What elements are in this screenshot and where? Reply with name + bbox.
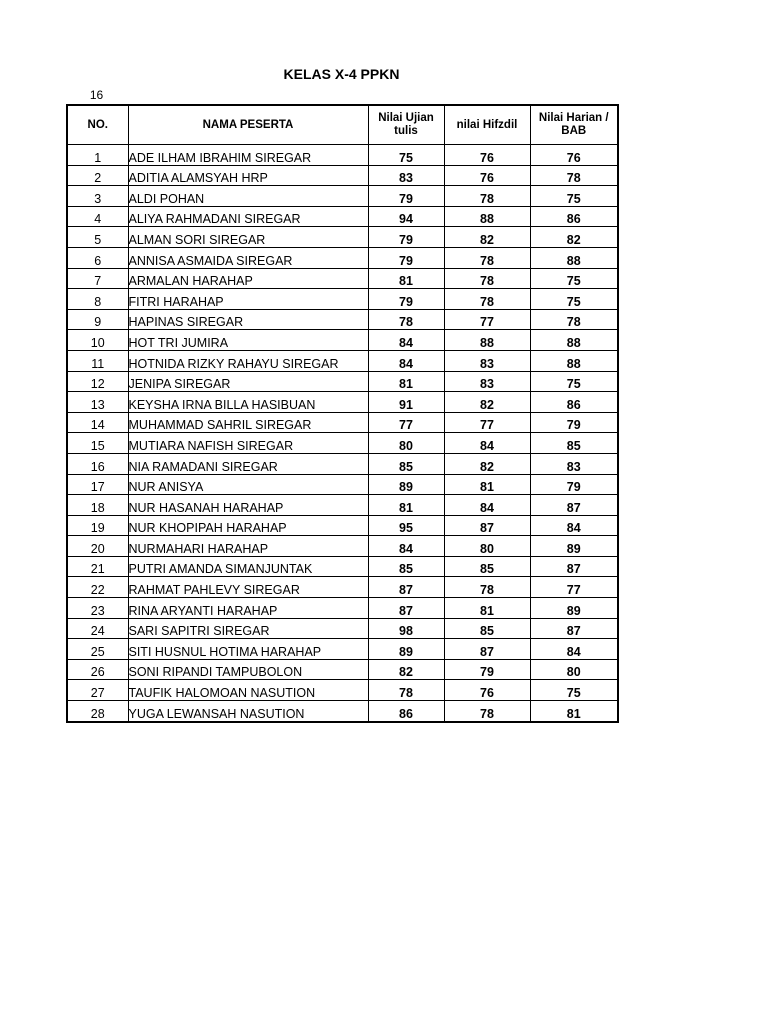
cell-harian: 83 — [530, 453, 618, 474]
cell-no: 20 — [67, 536, 128, 557]
cell-name: MUTIARA NAFISH SIREGAR — [128, 433, 368, 454]
cell-hifzdil: 78 — [444, 186, 530, 207]
cell-name: ADE ILHAM IBRAHIM SIREGAR — [128, 145, 368, 166]
table-row — [67, 556, 618, 577]
cell-harian: 84 — [530, 515, 618, 536]
cell-harian: 79 — [530, 412, 618, 433]
cell-hifzdil: 78 — [444, 247, 530, 268]
cell-ujian: 78 — [368, 309, 444, 330]
cell-name: RAHMAT PAHLEVY SIREGAR — [128, 577, 368, 598]
cell-ujian: 84 — [368, 350, 444, 371]
cell-name: NUR ANISYA — [128, 474, 368, 495]
table-row — [67, 618, 618, 639]
cell-ujian: 89 — [368, 639, 444, 660]
cell-harian: 75 — [530, 268, 618, 289]
cell-harian: 79 — [530, 474, 618, 495]
table-row — [67, 598, 618, 619]
cell-hifzdil: 87 — [444, 515, 530, 536]
cell-ujian: 98 — [368, 618, 444, 639]
table-row — [67, 680, 618, 701]
cell-harian: 86 — [530, 206, 618, 227]
cell-harian: 78 — [530, 309, 618, 330]
cell-ujian: 81 — [368, 495, 444, 516]
cell-name: MUHAMMAD SAHRIL SIREGAR — [128, 412, 368, 433]
table-row — [67, 330, 618, 351]
cell-hifzdil: 88 — [444, 330, 530, 351]
cell-name: TAUFIK HALOMOAN NASUTION — [128, 680, 368, 701]
cell-name: HOTNIDA RIZKY RAHAYU SIREGAR — [128, 350, 368, 371]
cell-no: 11 — [67, 350, 128, 371]
cell-hifzdil: 82 — [444, 392, 530, 413]
cell-ujian: 91 — [368, 392, 444, 413]
cell-name: FITRI HARAHAP — [128, 289, 368, 310]
cell-hifzdil: 84 — [444, 495, 530, 516]
header-ujian: Nilai Ujian tulis — [368, 105, 444, 145]
cell-no: 9 — [67, 309, 128, 330]
table-row — [67, 289, 618, 310]
cell-name: JENIPA SIREGAR — [128, 371, 368, 392]
cell-no: 17 — [67, 474, 128, 495]
cell-no: 3 — [67, 186, 128, 207]
cell-name: NUR HASANAH HARAHAP — [128, 495, 368, 516]
cell-hifzdil: 78 — [444, 268, 530, 289]
cell-harian: 75 — [530, 289, 618, 310]
cell-ujian: 83 — [368, 165, 444, 186]
cell-ujian: 75 — [368, 145, 444, 166]
table-row — [67, 186, 618, 207]
cell-ujian: 94 — [368, 206, 444, 227]
cell-name: SONI RIPANDI TAMPUBOLON — [128, 659, 368, 680]
cell-name: PUTRI AMANDA SIMANJUNTAK — [128, 556, 368, 577]
cell-ujian: 87 — [368, 577, 444, 598]
cell-ujian: 79 — [368, 289, 444, 310]
cell-hifzdil: 77 — [444, 412, 530, 433]
cell-name: SITI HUSNUL HOTIMA HARAHAP — [128, 639, 368, 660]
cell-ujian: 85 — [368, 453, 444, 474]
cell-hifzdil: 81 — [444, 598, 530, 619]
table-row — [67, 474, 618, 495]
header-row — [67, 105, 618, 145]
cell-hifzdil: 82 — [444, 453, 530, 474]
header-harian: Nilai Harian / BAB — [530, 105, 618, 145]
table-row — [67, 659, 618, 680]
table-row — [67, 206, 618, 227]
cell-no: 16 — [67, 453, 128, 474]
cell-harian: 89 — [530, 598, 618, 619]
cell-hifzdil: 83 — [444, 350, 530, 371]
cell-harian: 89 — [530, 536, 618, 557]
cell-harian: 84 — [530, 639, 618, 660]
cell-hifzdil: 76 — [444, 165, 530, 186]
page-title: KELAS X-4 PPKN — [283, 66, 400, 82]
cell-harian: 77 — [530, 577, 618, 598]
cell-ujian: 84 — [368, 536, 444, 557]
cell-ujian: 85 — [368, 556, 444, 577]
cell-ujian: 89 — [368, 474, 444, 495]
cell-ujian: 87 — [368, 598, 444, 619]
cell-ujian: 78 — [368, 680, 444, 701]
cell-name: ADITIA ALAMSYAH HRP — [128, 165, 368, 186]
cell-harian: 88 — [530, 350, 618, 371]
cell-harian: 76 — [530, 145, 618, 166]
cell-hifzdil: 85 — [444, 556, 530, 577]
table-row — [67, 145, 618, 166]
cell-hifzdil: 84 — [444, 433, 530, 454]
cell-no: 14 — [67, 412, 128, 433]
cell-name: NURMAHARI HARAHAP — [128, 536, 368, 557]
cell-hifzdil: 83 — [444, 371, 530, 392]
table-row — [67, 392, 618, 413]
cell-hifzdil: 77 — [444, 309, 530, 330]
cell-ujian: 95 — [368, 515, 444, 536]
cell-ujian: 81 — [368, 371, 444, 392]
cell-no: 22 — [67, 577, 128, 598]
cell-harian: 87 — [530, 556, 618, 577]
table-row — [67, 309, 618, 330]
cell-no: 28 — [67, 701, 128, 722]
cell-harian: 75 — [530, 186, 618, 207]
cell-no: 12 — [67, 371, 128, 392]
cell-name: SARI SAPITRI SIREGAR — [128, 618, 368, 639]
cell-ujian: 79 — [368, 227, 444, 248]
cell-name: NIA RAMADANI SIREGAR — [128, 453, 368, 474]
cell-hifzdil: 79 — [444, 659, 530, 680]
cell-name: ANNISA ASMAIDA SIREGAR — [128, 247, 368, 268]
cell-harian: 78 — [530, 165, 618, 186]
cell-name: RINA ARYANTI HARAHAP — [128, 598, 368, 619]
cell-harian: 75 — [530, 371, 618, 392]
cell-name: YUGA LEWANSAH NASUTION — [128, 701, 368, 722]
cell-harian: 82 — [530, 227, 618, 248]
table-row — [67, 453, 618, 474]
table-row — [67, 701, 618, 722]
grades-table — [66, 104, 619, 723]
count-label: 16 — [89, 88, 104, 102]
cell-hifzdil: 80 — [444, 536, 530, 557]
cell-name: HOT TRI JUMIRA — [128, 330, 368, 351]
cell-no: 1 — [67, 145, 128, 166]
cell-no: 24 — [67, 618, 128, 639]
cell-harian: 80 — [530, 659, 618, 680]
cell-harian: 87 — [530, 618, 618, 639]
cell-no: 7 — [67, 268, 128, 289]
table-row — [67, 577, 618, 598]
cell-no: 5 — [67, 227, 128, 248]
cell-harian: 87 — [530, 495, 618, 516]
header-name: NAMA PESERTA — [128, 105, 368, 145]
cell-no: 18 — [67, 495, 128, 516]
table-body — [67, 145, 618, 722]
table-row — [67, 433, 618, 454]
cell-hifzdil: 78 — [444, 289, 530, 310]
cell-hifzdil: 88 — [444, 206, 530, 227]
table-row — [67, 165, 618, 186]
cell-no: 2 — [67, 165, 128, 186]
cell-ujian: 82 — [368, 659, 444, 680]
cell-no: 4 — [67, 206, 128, 227]
cell-no: 8 — [67, 289, 128, 310]
cell-name: ALIYA RAHMADANI SIREGAR — [128, 206, 368, 227]
cell-no: 26 — [67, 659, 128, 680]
cell-harian: 86 — [530, 392, 618, 413]
cell-hifzdil: 76 — [444, 145, 530, 166]
cell-harian: 88 — [530, 247, 618, 268]
cell-ujian: 81 — [368, 268, 444, 289]
cell-no: 13 — [67, 392, 128, 413]
cell-no: 10 — [67, 330, 128, 351]
cell-no: 6 — [67, 247, 128, 268]
cell-hifzdil: 81 — [444, 474, 530, 495]
table-row — [67, 227, 618, 248]
cell-hifzdil: 85 — [444, 618, 530, 639]
cell-no: 19 — [67, 515, 128, 536]
table-row — [67, 268, 618, 289]
table-row — [67, 536, 618, 557]
table-header — [67, 105, 618, 145]
cell-name: KEYSHA IRNA BILLA HASIBUAN — [128, 392, 368, 413]
header-no: NO. — [67, 105, 128, 145]
cell-harian: 85 — [530, 433, 618, 454]
table-row — [67, 350, 618, 371]
cell-name: ALDI POHAN — [128, 186, 368, 207]
cell-hifzdil: 87 — [444, 639, 530, 660]
table-row — [67, 639, 618, 660]
table-row — [67, 495, 618, 516]
cell-hifzdil: 82 — [444, 227, 530, 248]
cell-ujian: 80 — [368, 433, 444, 454]
cell-harian: 75 — [530, 680, 618, 701]
table-row — [67, 515, 618, 536]
cell-harian: 88 — [530, 330, 618, 351]
cell-harian: 81 — [530, 701, 618, 722]
cell-ujian: 86 — [368, 701, 444, 722]
cell-no: 15 — [67, 433, 128, 454]
cell-ujian: 79 — [368, 247, 444, 268]
header-hifzdil: nilai Hifzdil — [444, 105, 530, 145]
cell-name: HAPINAS SIREGAR — [128, 309, 368, 330]
cell-no: 25 — [67, 639, 128, 660]
table-row — [67, 371, 618, 392]
table-row — [67, 247, 618, 268]
cell-ujian: 84 — [368, 330, 444, 351]
cell-ujian: 77 — [368, 412, 444, 433]
cell-name: ARMALAN HARAHAP — [128, 268, 368, 289]
cell-name: ALMAN SORI SIREGAR — [128, 227, 368, 248]
cell-ujian: 79 — [368, 186, 444, 207]
cell-hifzdil: 78 — [444, 577, 530, 598]
table-row — [67, 412, 618, 433]
cell-no: 23 — [67, 598, 128, 619]
cell-hifzdil: 78 — [444, 701, 530, 722]
cell-no: 21 — [67, 556, 128, 577]
cell-name: NUR KHOPIPAH HARAHAP — [128, 515, 368, 536]
cell-no: 27 — [67, 680, 128, 701]
cell-hifzdil: 76 — [444, 680, 530, 701]
